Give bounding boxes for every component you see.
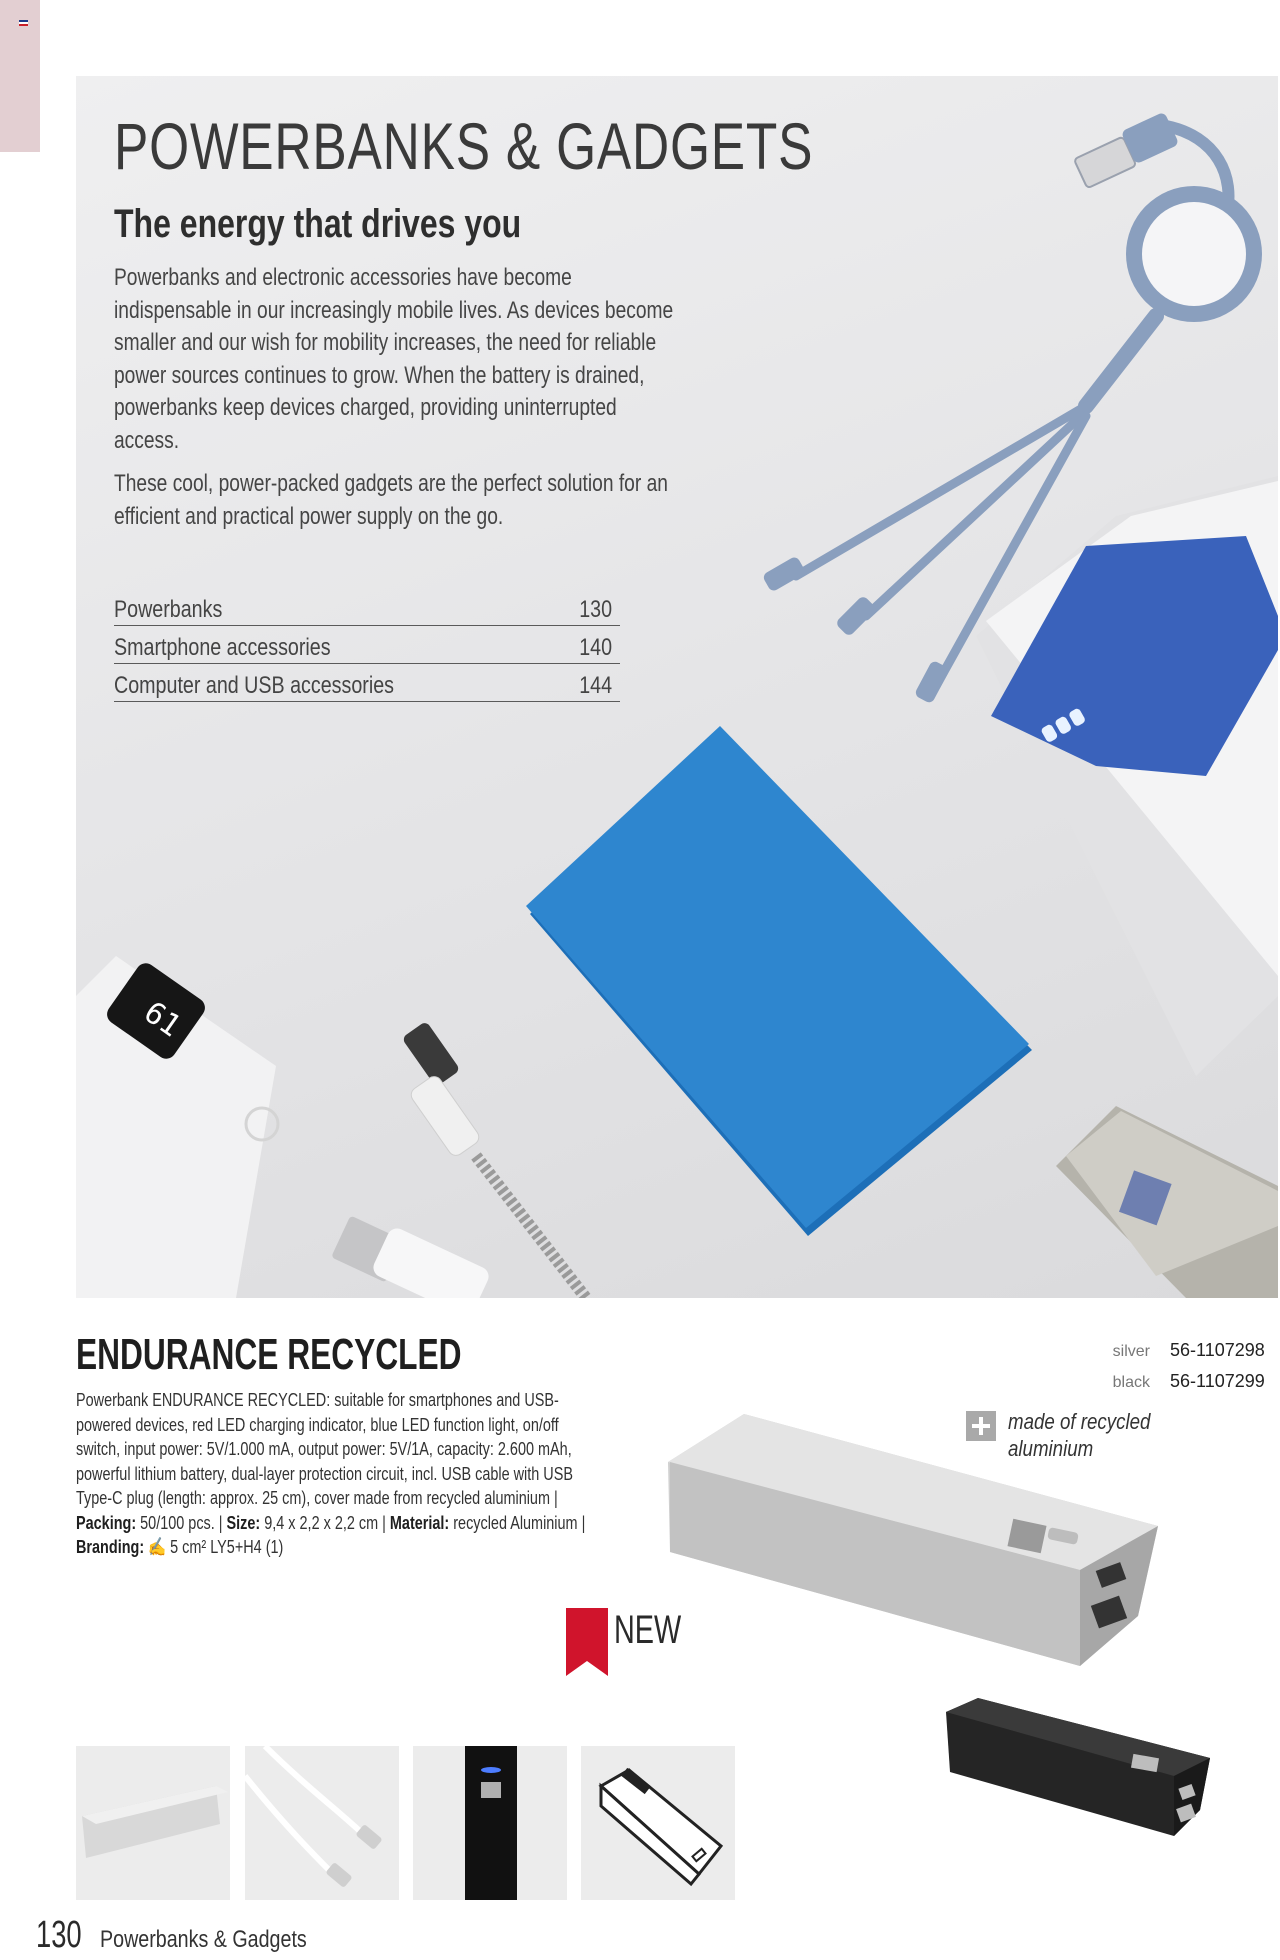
page-title: POWERBANKS & GADGETS [114, 109, 814, 183]
blue-powerbank [526, 726, 1032, 1236]
branding-codes: LY5+H4 (1) [210, 1536, 284, 1557]
display-reading: 61 [137, 994, 188, 1045]
toc-label: Smartphone accessories [114, 634, 331, 661]
toc-label: Powerbanks [114, 596, 223, 623]
intro-paragraph-2: These cool, power-packed gadgets are the perfect solution for an efficient and practical power supply on the go. [114, 470, 668, 530]
size-label: Size: [226, 1511, 261, 1533]
toc-item-powerbanks[interactable] [114, 588, 620, 626]
material-label: Material: [389, 1511, 450, 1533]
branding-label: Branding: [76, 1536, 145, 1557]
toc-label: Computer and USB accessories [114, 672, 395, 699]
silver-powerbank-photo [668, 1414, 1158, 1666]
page-subtitle: The energy that drives you [114, 202, 522, 246]
variant-code: 56-1107299 [1170, 1371, 1265, 1391]
thumbnail-outline[interactable] [581, 1746, 735, 1900]
thumbnail-cable[interactable] [245, 1746, 399, 1900]
ribbon-icon [566, 1608, 608, 1676]
recycled-line: made of recycled [1008, 1409, 1151, 1434]
variant-color: silver [1112, 1343, 1150, 1360]
section-tab [0, 0, 40, 152]
flag-icon [19, 20, 28, 26]
product-title: ENDURANCE RECYCLED [76, 1330, 462, 1379]
thumb-image [413, 1746, 567, 1900]
variant-code: 56-1107298 [1170, 1340, 1265, 1360]
thumb-image [245, 1746, 399, 1900]
branding-area: 5 cm² [170, 1536, 207, 1557]
engraving-icon: ✍ [148, 1536, 167, 1557]
packing-label: Packing: [76, 1511, 137, 1533]
silver-powerbank [1056, 1106, 1278, 1298]
thumb-image [76, 1746, 230, 1900]
recycled-line: aluminium [1008, 1436, 1094, 1461]
usb-plug [331, 1215, 492, 1298]
table-of-contents [114, 588, 620, 702]
size-value: 9,4 x 2,2 x 2,2 cm [264, 1511, 379, 1533]
packing-value: 50/100 pcs. [140, 1511, 215, 1533]
page-number: 130 [36, 1914, 82, 1956]
section-label: Powerbanks & Gadgets [100, 1926, 307, 1953]
black-powerbank-photo [946, 1698, 1210, 1836]
new-label: NEW [614, 1608, 682, 1652]
thumbnail-silver[interactable] [76, 1746, 230, 1900]
toc-page: 140 [579, 634, 612, 661]
toc-page: 144 [579, 672, 612, 699]
white-powerbank [976, 476, 1278, 1076]
product-image [660, 1400, 1280, 1920]
product-description: Powerbank ENDURANCE RECYCLED: suitable for smartphones and USB-powered devices, red LED charging indicator, blue LED function light, on/off switch, input power: 5V/1.000 mA, output power: 5V/1A, capacity: 2.600 mAh, powerful lithium battery, dual-layer protection circuit, incl. USB cable with USB Type-C plug (length: approx. 25 cm), cover made from recycled aluminium | Packing: 50/100 pcs. | Size: 9,4 x 2,2 x 2,2 cm | Material: recycled Aluminium | Branding: ✍ 5 cm² LY5+H4 (1) [76, 1389, 586, 1557]
thumb-image [581, 1746, 735, 1900]
intro-paragraph: Powerbanks and electronic accessories have become indispensable in our increasingly mobile lives. As devices become smaller and our wish for mobility increases, the need for reliable power sources continues to grow. When the battery is drained, powerbanks keep devices charged, providing uninterrupted access. [114, 264, 674, 454]
variant-color: black [1112, 1374, 1150, 1391]
description-text: Powerbank ENDURANCE RECYCLED: suitable for smartphones and USB-powered devices, red LED charging indicator, blue LED function light, on/off switch, input power: 5V/1.000 mA, output power: 5V/1A, capacity: 2.600 mAh, powerful lithium battery, dual-layer protection circuit, incl. USB cable with USB Type-C plug (length: approx. 25 cm), cover made from recycled aluminium | [76, 1389, 573, 1508]
display-powerbank [76, 956, 278, 1298]
toc-item-computer-usb-accessories[interactable] [114, 664, 620, 702]
material-value: recycled Aluminium | [453, 1511, 586, 1533]
variant-silver [1113, 1340, 1266, 1371]
toc-item-smartphone-accessories[interactable] [114, 626, 620, 664]
variant-list [1113, 1340, 1266, 1402]
toc-page: 130 [579, 596, 612, 623]
variant-black [1113, 1371, 1266, 1402]
thumbnail-led[interactable] [413, 1746, 567, 1900]
